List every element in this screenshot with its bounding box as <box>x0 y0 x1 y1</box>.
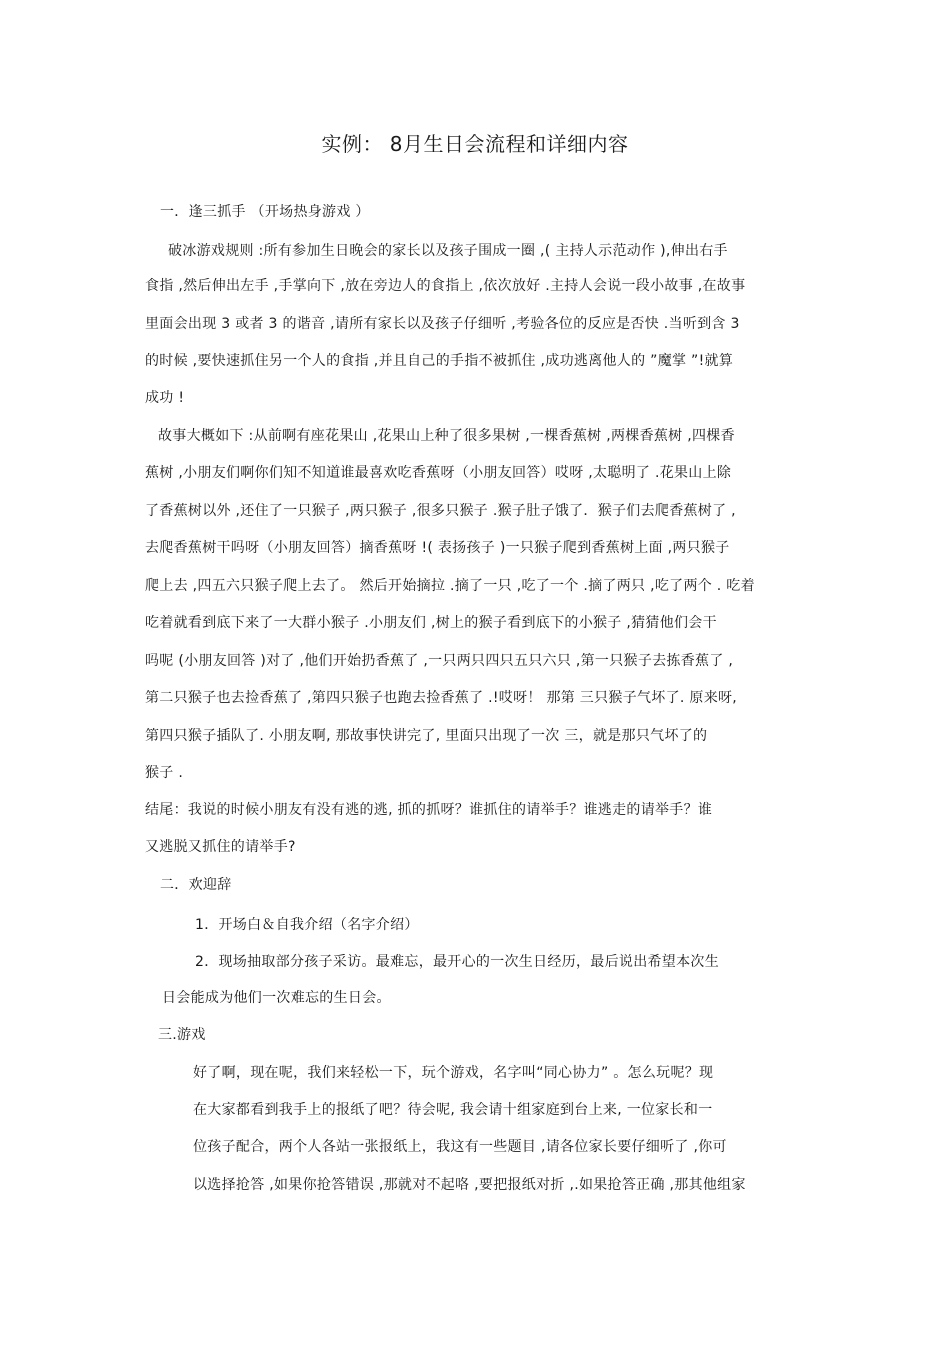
welcome-item-2-line-2: 日会能成为他们一次难忘的生日会。 <box>162 990 391 1006</box>
ending-line-1: 结尾：我说的时候小朋友有没有逃的逃, 抓的抓呀？谁抓住的请举手？谁逃走的请举手？谁 <box>145 802 713 818</box>
story-line-1: 故事大概如下 :从前啊有座花果山 ,花果山上种了很多果树 ,一棵香蕉树 ,两棵香蕉树 ,四棵香 <box>158 428 735 444</box>
welcome-item-2-line-1: 2．现场抽取部分孩子采访。最难忘，最开心的一次生日经历，最后说出希望本次生 <box>195 954 720 970</box>
game-line-3: 位孩子配合，两个人各站一张报纸上，我这有一些题目 ,请各位家长要仔细听了 ,你可 <box>193 1139 727 1155</box>
ending-line-2: 又逃脱又抓住的请举手? <box>145 839 296 855</box>
section-heading-2: 二．欢迎辞 <box>160 877 232 893</box>
story-line-8: 第二只猴子也去捡香蕉了 ,第四只猴子也跑去捡香蕉了 .!哎呀！ 那第 三只猴子气坏了. 原来呀, <box>145 690 738 706</box>
story-line-5: 爬上去 ,四五六只猴子爬上去了。 然后开始摘拉 .摘了一只 ,吃了一个 .摘了两只 ,吃了两个 . 吃着 <box>145 578 755 594</box>
rules-line-4: 的时候 ,要快速抓住另一个人的食指 ,并且自己的手指不被抓住 ,成功逃离他人的 ”魔掌 ”!就算 <box>145 353 734 369</box>
game-line-2: 在大家都看到我手上的报纸了吧？待会呢, 我会请十组家庭到台上来, 一位家长和一 <box>193 1102 713 1118</box>
page-title: 实例： 8月生日会流程和详细内容 <box>321 132 629 156</box>
game-line-4: 以选择抢答 ,如果你抢答错误 ,那就对不起咯 ,要把报纸对折 ,.如果抢答正确 ,那其他组家 <box>193 1177 746 1193</box>
rules-line-3: 里面会出现 3 或者 3 的谐音 ,请所有家长以及孩子仔细听 ,考验各位的反应是否快 .当听到含 3 <box>145 316 740 332</box>
story-line-6: 吃着就看到底下来了一大群小猴子 .小朋友们 ,树上的猴子看到底下的小猴子 ,猜猜他们会干 <box>145 615 717 631</box>
story-line-7: 吗呢 (小朋友回答 )对了 ,他们开始扔香蕉了 ,一只两只四只五只六只 ,第一只猴子去拣香蕉了 , <box>145 653 734 669</box>
story-line-2: 蕉树 ,小朋友们啊你们知不知道谁最喜欢吃香蕉呀（小朋友回答）哎呀 ,太聪明了 .花果山上除 <box>145 465 732 481</box>
section-heading-1: 一．逢三抓手 （开场热身游戏 ） <box>160 204 370 220</box>
welcome-item-1: 1．开场白＆自我介绍（名字介绍） <box>195 917 419 933</box>
story-line-10: 猴子 . <box>145 765 184 781</box>
story-line-9: 第四只猴子插队了. 小朋友啊, 那故事快讲完了, 里面只出现了一次 三，就是那只气坏了的 <box>145 728 708 744</box>
game-line-1: 好了啊，现在呢，我们来轻松一下，玩个游戏，名字叫“同心协力” 。怎么玩呢？现 <box>193 1065 714 1081</box>
rules-line-2: 食指 ,然后伸出左手 ,手掌向下 ,放在旁边人的食指上 ,依次放好 .主持人会说一段小故事 ,在故事 <box>145 278 746 294</box>
story-line-3: 了香蕉树以外 ,还住了一只猴子 ,两只猴子 ,很多只猴子 .猴子肚子饿了．猴子们去爬香蕉树了 , <box>145 503 736 519</box>
story-line-4: 去爬香蕉树干吗呀（小朋友回答）摘香蕉呀 !( 表扬孩子 )一只猴子爬到香蕉树上面 ,两只猴子 <box>145 540 730 556</box>
rules-line-5: 成功 ! <box>145 390 185 406</box>
section-heading-3: 三.游戏 <box>158 1027 206 1043</box>
rules-line-1: 破冰游戏规则 :所有参加生日晚会的家长以及孩子围成一圈 ,( 主持人示范动作 ),伸出右手 <box>168 243 728 259</box>
